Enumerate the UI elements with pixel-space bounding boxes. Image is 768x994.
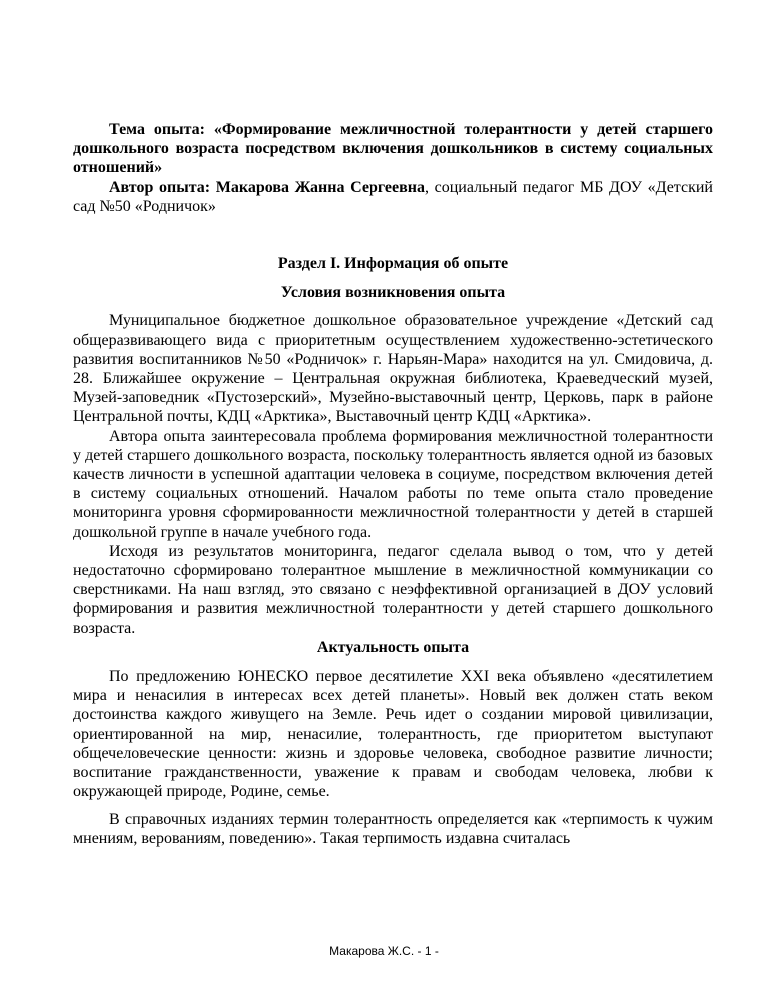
section-heading: Актуальность опыта <box>316 638 470 656</box>
body-paragraph: В справочных изданиях термин толерантность определяется как «терпимость к чужим мнениям, верованиям, поведению». Такая терпимость издавна считалась <box>73 810 713 847</box>
topic-paragraph <box>73 120 713 178</box>
section-subtitle: Условия возникновения опыта <box>280 284 506 302</box>
topic-text: «Формирование межличностной толерантности у детей старшего дошкольного возраста посредством включения дошкольников в систему социальных отношений» <box>73 121 714 177</box>
author-paragraph <box>73 178 713 216</box>
body-paragraph: Муниципальное бюджетное дошкольное образовательное учреждение «Детский сад общеразвивающего вида с приоритетным осуществлением художественно-эстетического развития воспитанников №50 «Родничок» г. Нарьян-Мара» находится на ул. Смидовича, д. 28. Ближайшее окружение – Центральная окружная библиотека, Краеведческий музей, Музей-заповедник «Пустозерский», Музейно-выставочный центр, Церковь, парк в районе Центральной почты, КДЦ «Арктика», Выставочный центр КДЦ «Арктика». <box>73 312 713 426</box>
section-title: Раздел I. Информация об опыте <box>277 255 509 273</box>
body-paragraph: Автора опыта заинтересовала проблема формирования межличностной толерантности у детей старшего дошкольного возраста, поскольку толерантность является одной из базовых качеств личности в успешной адаптации человека в социуме, посредством включения детей в систему социальных отношений. Началом работы по теме опыта стало проведение мониторинга уровня сформированности межличностной толерантности у детей в старшей дошкольной группе в начале учебного года. <box>73 427 713 541</box>
body-paragraph: По предложению ЮНЕСКО первое десятилетие XXI века объявлено «десятилетием мира и ненасилия в интересах всех детей планеты». Новый век должен стать веком достоинства каждого живущего на Земле. Речь идет о создании мировой цивилизации, ориентированной на мир, ненасилие, толерантность, где приоритетом выступают общечеловеческие ценности: жизнь и здоровье человека, свободное развитие личности; воспитание гражданственности, уважение к правам и свободам человека, любви к окружающей природе, Родине, семье. <box>73 668 713 801</box>
author-label: Автор опыта: Макарова Жанна Сергеевна <box>109 178 425 196</box>
page-footer: Макарова Ж.С. - 1 - <box>329 944 439 958</box>
topic-label: Тема опыта: <box>109 121 214 138</box>
document-page <box>73 120 713 848</box>
body-paragraph: Исходя из результатов мониторинга, педагог сделала вывод о том, что у детей недостаточно сформировано толерантное мышление в межличностной коммуникации со сверстниками. На наш взгляд, это связано с неэффективной организацией в ДОУ условий формирования и развития межличностной толерантности у детей старшего дошкольного возраста. <box>73 542 713 637</box>
author-rest: , социальный педагог МБ ДОУ «Детский сад №50 «Родничок» <box>73 178 713 215</box>
